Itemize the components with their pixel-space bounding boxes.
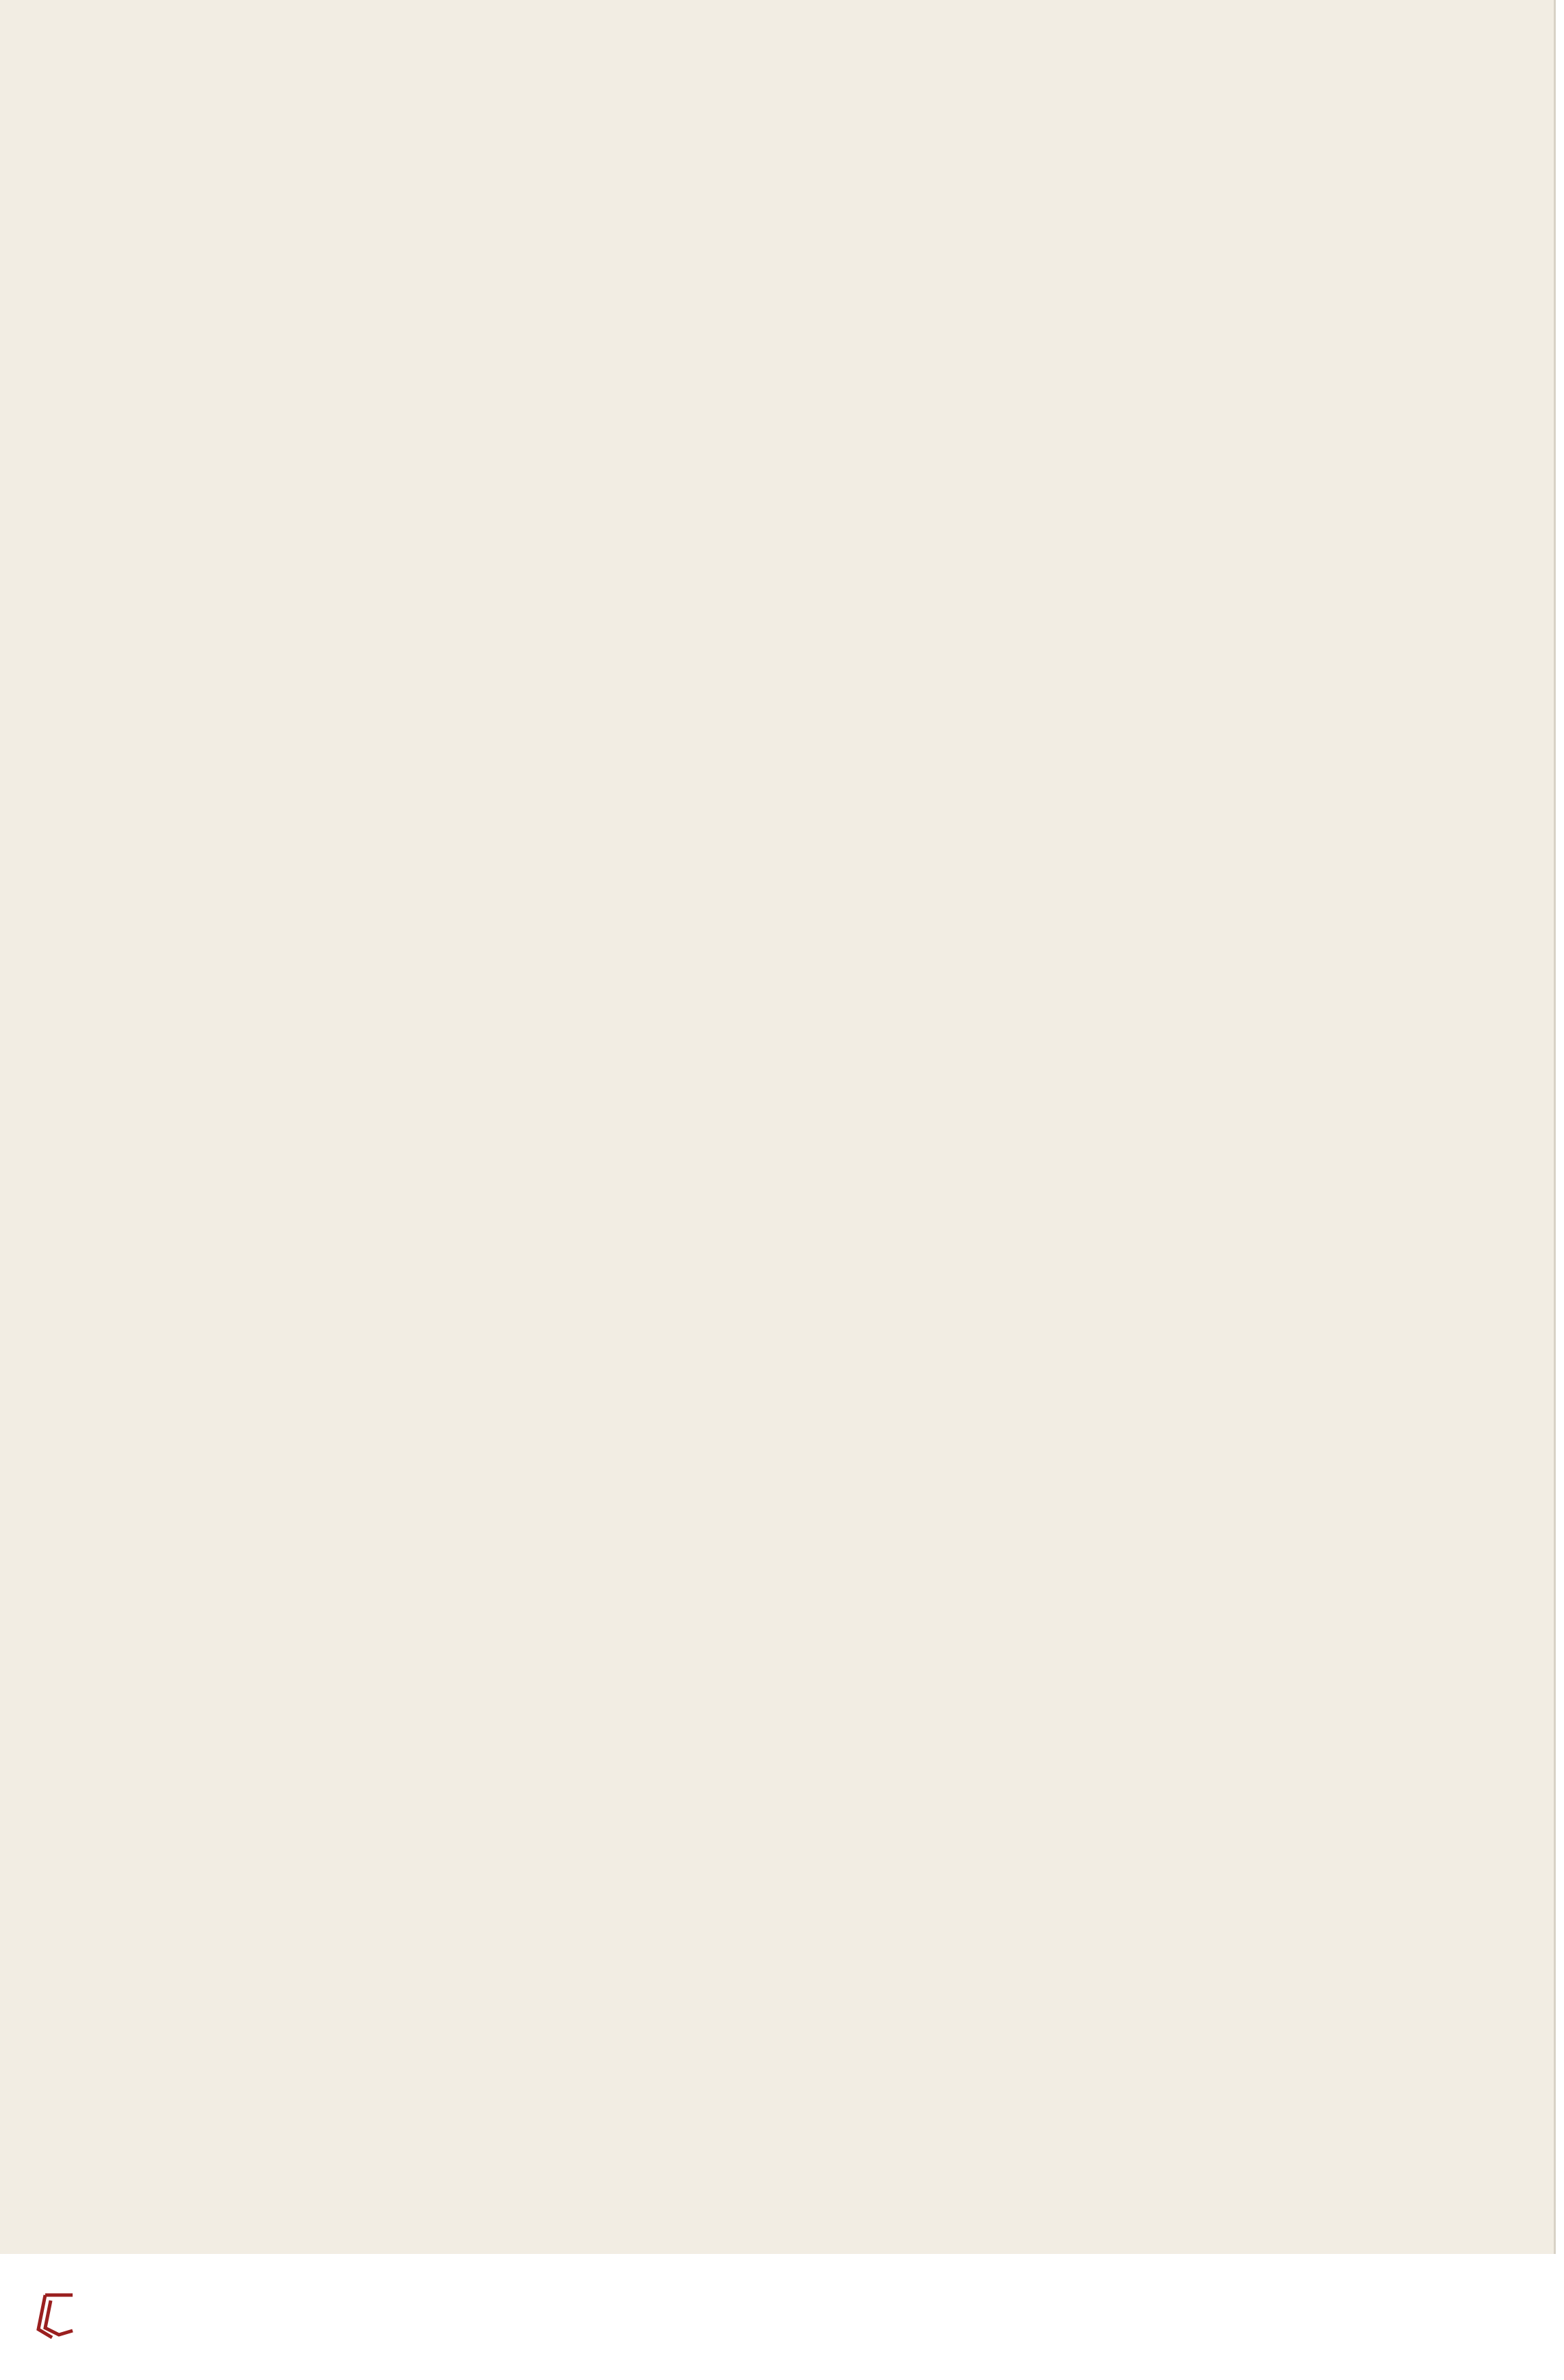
ub-logo-mark-icon [32, 2288, 79, 2343]
page-content [271, 184, 1428, 288]
footer-bar [0, 2254, 1564, 2380]
ub-heidelberg-logo[interactable] [27, 2288, 79, 2343]
